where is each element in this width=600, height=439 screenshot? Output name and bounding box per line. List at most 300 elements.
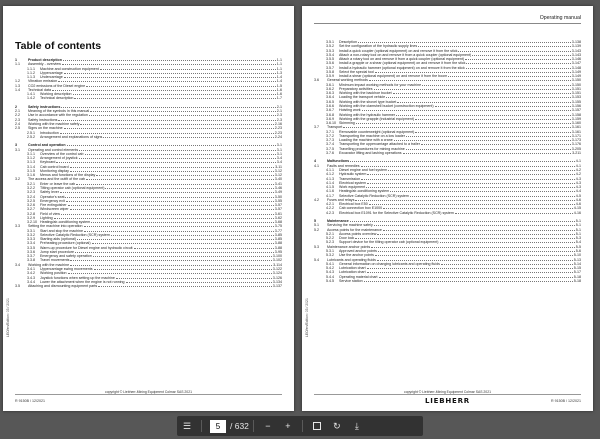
toc-leader-dots: [86, 86, 276, 87]
toc-entry-page: 4-6: [575, 197, 581, 202]
toc-entry-number: 3.3.8: [27, 258, 35, 263]
rotate-icon[interactable]: ↻: [333, 420, 341, 431]
toc-entry-title: Menus and functions of the display: [40, 173, 96, 178]
toc-entry-page: 3-114: [273, 262, 282, 267]
toc-entry-number: 3.3.2: [27, 232, 35, 237]
toc-entry-title: Control and operation: [28, 143, 66, 148]
toc-entry-number: 4.1.5: [326, 185, 334, 190]
toc-entry-title: Meaning of the symbols in this manual: [28, 109, 90, 114]
toc-entry-page: 3-158: [571, 112, 581, 117]
download-icon[interactable]: ⤓: [354, 420, 359, 431]
toc-leader-dots: [367, 174, 574, 175]
toc-leader-dots: [440, 242, 575, 243]
toc-entry-page: 3-46: [274, 185, 282, 190]
toc-entry-page: 3-124: [272, 271, 282, 276]
toc-entry-title: CO2 emissions of the Diesel engine: [28, 83, 86, 88]
toc-entry-title: Lubrication chart: [339, 266, 366, 271]
toc-entry-number: 3.2.4: [27, 194, 35, 199]
toc-entry-title: Install a hydraulic hammer (optional equipment) on and remove it from the stick: [339, 65, 465, 70]
toc-entry-number: 3.6.2: [326, 86, 334, 91]
toc-leader-dots: [371, 247, 575, 248]
toc-leader-dots: [448, 76, 571, 77]
toc-leader-dots: [390, 191, 575, 192]
toc-entry-title: Keyboard: [40, 160, 56, 165]
toc-leader-dots: [394, 140, 571, 141]
toc-entry-title: Servicing the machine safely: [327, 223, 373, 228]
toc-entry-page: 5-13: [573, 257, 581, 262]
toc-entry-number: 2.5.2: [27, 134, 35, 139]
toc-entry-title: Install a shear (optional equipment) on and remove it from the boom: [339, 74, 448, 79]
toc-leader-dots: [92, 243, 274, 244]
toc-entry-page: 5-1: [575, 219, 581, 224]
toc-entry-page: 2-3: [276, 113, 282, 118]
toc-entry-number: 3.6.8: [326, 112, 334, 117]
toc-entry-page: 3-100: [272, 254, 282, 259]
toc-leader-dots: [375, 72, 571, 73]
toc-entry-title: Selective Catalytic Reduction (SCR) system: [40, 232, 110, 237]
toc-entry-title: Excavator lifting and lashing operations: [339, 150, 402, 155]
toc-entry-title: Introduction: [40, 130, 59, 135]
toc-entry-page: 3-85: [274, 232, 282, 237]
toc-leader-dots: [77, 239, 274, 240]
toc-leader-dots: [364, 281, 573, 282]
toc-entry-title: The access and the outfit of the cab: [28, 177, 85, 182]
toc-leader-dots: [355, 238, 575, 239]
toc-leader-dots: [369, 204, 575, 205]
toc-entry-page: 3-151: [571, 86, 581, 91]
toc-leader-dots: [126, 282, 272, 283]
toc-entry-title: Travel movements: [40, 258, 70, 263]
toc-leader-dots: [79, 150, 276, 151]
toc-leader-dots: [466, 63, 570, 64]
toc-entry-number: 5: [314, 219, 316, 224]
toc-entry-title: Starting aids (optional): [40, 237, 76, 242]
toc-entry-title: Assembly - overview: [28, 62, 61, 67]
sidebar-icon[interactable]: ☰: [182, 420, 192, 431]
toc-leader-dots: [61, 107, 275, 108]
edition-side-text: LEO/en/Edition: 03 / 2021: [6, 298, 10, 337]
toc-entry-title: Heating/air-conditioning system: [40, 220, 91, 225]
toc-leader-dots: [465, 59, 571, 60]
toc-entry-title: Setting the machine into operation: [28, 224, 83, 229]
toc-leader-dots: [103, 137, 273, 138]
toc-entry-number: 5.2.1: [326, 231, 334, 236]
toc-entry-number: 3.1.2: [27, 156, 35, 161]
toc-entry-number: 3.5.5: [326, 57, 334, 62]
toc-entry-page: 3-171: [571, 133, 581, 138]
toc-entry-page: 2-23: [274, 126, 282, 131]
toc-leader-dots: [93, 256, 272, 257]
toc-entry-page: 3-138: [571, 40, 581, 44]
toc-entry-title: Service station: [339, 278, 363, 283]
toc-entry-page: 3-146: [571, 57, 581, 62]
toc-entry-page: 5-5: [575, 244, 581, 249]
toc-entry-title: Product description: [28, 58, 62, 62]
toc-leader-dots: [65, 197, 273, 198]
toc-leader-dots: [60, 192, 274, 193]
toc-leader-dots: [66, 201, 274, 202]
toc-entry-number: 2.5.1: [27, 130, 35, 135]
toc-leader-dots: [367, 268, 573, 269]
toc-entry-title: Working description: [40, 92, 72, 97]
toc-entry-title: Removable counterweight (optional equipment): [339, 129, 415, 134]
toc-list-right: [314, 40, 581, 283]
toc-entry-page: 3-4: [276, 156, 282, 161]
toc-entry-title: Windscreen wiper: [40, 207, 69, 212]
document-header: Operating manual: [539, 15, 581, 21]
toc-leader-dots: [396, 115, 571, 116]
toc-entry-title: Operator's seat: [40, 194, 65, 199]
toc-entry-title: Arrangement of joystick: [40, 156, 78, 161]
toc-entry-title: Safety instructions: [28, 117, 58, 122]
toc-entry-title: Emergency and safety operation: [40, 254, 92, 259]
toc-leader-dots: [410, 196, 575, 197]
toc-entry-page: 3-4: [276, 160, 282, 165]
toc-entry-title: Emergency exit: [40, 198, 65, 203]
toc-entry-number: 3.6.9: [326, 116, 334, 121]
toc-entry-number: 3.5.6: [326, 61, 334, 66]
toc-entry-page: 1-1: [276, 62, 282, 67]
toc-leader-dots: [91, 222, 274, 223]
toc-entry-number: 3.5.4: [326, 52, 334, 57]
toc-entry-page: 3-153: [571, 95, 581, 100]
toc-entry-page: 3-176: [571, 142, 581, 147]
toc-entry-title: Access points overview: [339, 231, 377, 236]
zoom-out-icon[interactable]: −: [265, 421, 271, 431]
toc-leader-dots: [374, 225, 575, 226]
toc-entry-number: 5.4.5: [326, 278, 334, 283]
toc-entry[interactable]: [15, 284, 282, 288]
toc-leader-dots: [350, 221, 575, 222]
toc-leader-dots: [367, 183, 575, 184]
toc-entry-number: 3.7.3: [326, 138, 334, 143]
toc-entry-title: Electrical box E1091 for the Selective Catalytic Reduction (SCR) system: [339, 210, 454, 215]
toc-entry-page: 4-3: [575, 185, 581, 190]
toc-entry-page: 5-6: [575, 249, 581, 254]
toc-entry-page: 4-1: [575, 159, 581, 164]
toc-entry-title: General information on changing lubricants and operating fluids: [339, 261, 440, 266]
toc-entry-page: 3-1: [276, 151, 282, 156]
toc-entry-number: 1.1.2: [27, 70, 35, 75]
toc-entry-page: 3-68: [274, 220, 282, 225]
toc-leader-dots: [383, 208, 573, 209]
toc-entry-number: 3.2.7: [27, 207, 35, 212]
toc-entry-number: 2: [15, 104, 17, 109]
toc-entry-title: Attaching and dismounting equipment parts: [28, 284, 98, 289]
toc-entry-number: 3.2: [15, 177, 20, 182]
toc-leader-dots: [393, 93, 571, 94]
toc-entry-title: Safety lever: [40, 190, 59, 195]
toc-entry-title: Operating and control elements: [28, 147, 79, 152]
toc-entry-number: 3.4.2: [27, 271, 35, 276]
toc-entry-page: 3-126: [272, 275, 282, 280]
toc-entry-number: 1.4: [15, 87, 20, 92]
toc-entry-number: 4.2.1: [326, 202, 334, 207]
toc-entry-page: 3-211: [572, 150, 581, 155]
toc-entry-page: 3-12: [274, 168, 282, 173]
toc-leader-dots: [378, 251, 575, 252]
toc-leader-dots: [441, 264, 573, 265]
toc-leader-dots: [472, 55, 571, 56]
toc-leader-dots: [116, 278, 272, 279]
toc-entry-number: 3.5: [15, 284, 20, 289]
toc-leader-dots: [369, 80, 571, 81]
liebherr-logo: LIEBHERR: [424, 397, 470, 405]
toc-leader-dots: [80, 124, 273, 125]
toc-entry-number: 3.4.3: [27, 275, 35, 280]
toc-leader-dots: [70, 167, 274, 168]
toc-entry-page: 5-1: [575, 223, 581, 228]
toc-entry-page: 3-156: [571, 103, 581, 108]
toc-entry-title: Install a quick coupler (optional equipment) on and remove it from the stick: [339, 48, 458, 53]
toc-leader-dots: [86, 179, 274, 180]
toc-entry-page: 2-24: [274, 134, 282, 139]
toc-leader-dots: [455, 213, 573, 214]
toc-entry-page: 3-149: [571, 74, 581, 79]
toc-entry-page: 3-75: [274, 224, 282, 229]
toc-leader-dots: [54, 218, 274, 219]
toc-entry-title: Lower the attachment when the engine is not running: [40, 279, 125, 284]
toc-entry-page: 4-5: [575, 193, 581, 198]
toc-entry-number: 3.4.4: [27, 279, 35, 284]
toc-entry-title: Install a grapple or a shear (optional equipment) on and remove it from the stick: [339, 61, 466, 66]
document-page-left: [3, 6, 294, 411]
toc-entry-page: 5-10: [573, 253, 581, 258]
page-total: / 632: [230, 421, 249, 431]
toc-entry-title: Attach a rotary tool on and remove it from a quick coupler (optional equipment): [339, 57, 465, 62]
toc-entry-title: Maintenance: [327, 219, 349, 224]
toc-entry-title: Cab control board: [40, 164, 69, 169]
toc-entry-page: 3-161: [571, 129, 581, 134]
toc-entry-page: 1-7: [276, 96, 282, 101]
toc-entry-page: 1-1: [276, 58, 282, 62]
toc-entry-page: 1-3: [276, 70, 282, 75]
toc-entry-number: 5.4.3: [326, 270, 334, 275]
toc-entry-number: 5.2.3: [326, 240, 334, 245]
toc-entry-number: 4: [314, 159, 316, 164]
toc-entry-page: 3-102: [272, 258, 282, 263]
toc-entry-title: Door lock: [339, 236, 355, 241]
toc-entry-page: 1-6: [276, 92, 282, 97]
toc-entry-title: Working with the machine: [28, 262, 70, 267]
toc-entry-title: Warm-up procedure for Diesel engine and hydraulic circuit: [40, 245, 133, 250]
toc-entry-title: Heating/air-conditioning system: [339, 189, 390, 194]
toc-leader-dots: [89, 115, 276, 116]
toc-leader-dots: [415, 132, 570, 133]
toc-leader-dots: [63, 60, 276, 61]
toc-leader-dots: [84, 226, 274, 227]
toc-entry-title: Working with the backhoe bucket: [339, 91, 392, 96]
toc-entry-number: 3.3.6: [27, 249, 35, 254]
toc-entry-number: 1.4.2: [27, 96, 35, 101]
toc-leader-dots: [358, 42, 571, 43]
toc-entry-page: 5-1: [575, 227, 581, 232]
toc-leader-dots: [84, 231, 274, 232]
toc-entry-number: 3.2.5: [27, 198, 35, 203]
toc-entry-title: Support device for the tilting operator cab (optional equipment): [339, 240, 439, 245]
toc-leader-dots: [367, 272, 573, 273]
toc-entry-number: 3.2.3: [27, 190, 35, 195]
toc-entry-page: 3-161: [571, 125, 581, 130]
toc-leader-dots: [64, 128, 274, 129]
toc-entry-page: 3-148: [571, 65, 581, 70]
toc-entry-number: 3.7: [314, 125, 319, 130]
toc-entry-title: Preheating procedure (optional): [40, 241, 91, 246]
toc-entry-title: Faults and remedies: [327, 163, 360, 168]
toc-entry-number: 3.2.10: [27, 220, 37, 225]
toc-entry-title: Approved anchor points: [339, 249, 377, 254]
toc-entry-page: 3-147: [571, 61, 581, 66]
toc-leader-dots: [134, 248, 274, 249]
toc-entry-page: 3-49: [274, 190, 282, 195]
toc-leader-dots: [397, 102, 571, 103]
toc-entry-page: 5-3: [575, 236, 581, 241]
toc-entry-page: 4-15: [573, 206, 581, 211]
toc-leader-dots: [67, 145, 276, 146]
toc-entry-title: Hoisting work: [339, 108, 361, 113]
toc-entry-number: 4.2.2: [326, 206, 334, 211]
toc-entry-number: 3.2.8: [27, 211, 35, 216]
toc-entry-number: 3.1.4: [27, 164, 35, 169]
toc-entry-number: 3.3.7: [27, 254, 35, 259]
copyright-text: copyright © Liebherr-Mining Equipment Colmar SAS 2021: [404, 389, 491, 394]
toc-entry-page: 3-40: [274, 177, 282, 182]
toc-entry-number: 1.3: [15, 83, 20, 88]
toc-entry-page: 1-4: [276, 75, 282, 80]
toc-leader-dots: [386, 97, 571, 98]
toc-leader-dots: [435, 106, 571, 107]
toc-entry-page: 1-1: [276, 66, 282, 71]
toc-leader-dots: [60, 133, 274, 134]
toc-entry-number: 3.1.5: [27, 168, 35, 173]
toc-entry-title: Overview of the control cab: [40, 151, 84, 156]
toc-entry-number: 3.7.1: [326, 129, 334, 134]
toc-leader-dots: [361, 166, 575, 167]
toc-leader-dots: [366, 187, 575, 188]
toc-entry-number: 3.2.2: [27, 185, 35, 190]
toc-entry-title: Working with the shovel type bucket: [339, 99, 397, 104]
toc-entry-page: 4-6: [575, 202, 581, 207]
toc-entry-title: Lighting: [40, 215, 53, 220]
toc-entry-title: Transport: [327, 125, 343, 130]
toc-entry-title: Use the anchor points: [339, 253, 374, 258]
toc-entry-page: 4-2: [575, 167, 581, 172]
toc-entry-title: Work equipment: [339, 185, 366, 190]
toc-entry-title: Diesel engine and fuel system: [339, 167, 387, 172]
toc-entry-title: Undercarriage: [40, 75, 63, 80]
toc-leader-dots: [61, 214, 274, 215]
toc-entry-page: 5-15: [573, 266, 581, 271]
toc-leader-dots: [75, 252, 274, 253]
toc-entry-page: 3-159: [571, 116, 581, 121]
toc-entry-title: Loading the machine with a crane: [339, 138, 393, 143]
toc-entry-page: 3-85: [274, 237, 282, 242]
toc-entry-title: Selective Catalytic Reduction (SCR) system: [339, 193, 409, 198]
toc-leader-dots: [421, 144, 571, 145]
edition-side-text: LEO/en/Edition: 03 / 2021: [305, 298, 309, 337]
toc-entry-number: 2.5: [15, 126, 20, 131]
toc-entry-number: 3.3.4: [27, 241, 35, 246]
toc-entry-number: 1.1.1: [27, 66, 35, 71]
toc-entry-title: Working with the machine safely: [28, 121, 80, 126]
toc-entry-page: 4-1: [575, 163, 581, 168]
toc-entry-number: 3.3.1: [27, 228, 35, 233]
toc-entry-number: 5.4.1: [326, 261, 334, 266]
toc-entry-title: Malfunctions: [327, 159, 350, 164]
toc-entry-number: 4.1.2: [326, 172, 334, 177]
toc-entry-page: 3-12: [274, 173, 282, 178]
toc-entry-number: 3.5.8: [326, 69, 334, 74]
toc-leader-dots: [90, 111, 276, 112]
toc-entry-number: 5.4: [314, 257, 319, 262]
toc-entry-title: Use in accordance with the regulation: [28, 113, 88, 118]
toc-entry-page: 4-2: [575, 172, 581, 177]
toc-entry-number: 3.6.7: [326, 108, 334, 113]
toc-entry-number: 4.1.3: [326, 176, 334, 181]
toc-entry-title: Description: [339, 40, 357, 44]
toc-entry-title: Access points for the maintenance: [327, 227, 382, 232]
toc-entry-title: Working with the hydraulic hammer: [339, 112, 396, 117]
toc-entry-title: Minimum impact working methods for your machine: [339, 82, 422, 87]
toc-entry-title: Tilting operator cab (optional equipment): [40, 185, 105, 190]
toc-entry-number: 5.1: [314, 223, 319, 228]
toc-entry-number: 3.2.6: [27, 203, 35, 208]
toc-entry-page: 5-14: [573, 261, 581, 266]
toc-entry-page: 2-1: [276, 109, 282, 114]
toc-entry-title: Preparatory activities: [339, 86, 373, 91]
toc-entry-page: 3-61: [274, 211, 282, 216]
toc-leader-dots: [64, 73, 276, 74]
toc-entry-title: Arrangement and explanations of signs: [40, 134, 103, 139]
toc-entry-page: 3-122: [272, 267, 282, 272]
toc-entry-number: 3.6.3: [326, 91, 334, 96]
toc-leader-dots: [58, 81, 275, 82]
toc-leader-dots: [100, 69, 276, 70]
toc-entry-page: 2-16: [274, 121, 282, 126]
toc-entry-page: 1-5: [276, 83, 282, 88]
toc-entry-title: Travelling procedures for mining machine: [339, 146, 405, 151]
toc-entry-number: 4.1.6: [326, 189, 334, 194]
toc-leader-dots: [70, 265, 272, 266]
toc-entry-number: 5.3: [314, 244, 319, 249]
toc-entry-title: Start and stop the machine: [40, 228, 83, 233]
toc-leader-dots: [74, 98, 275, 99]
toc-entry-page: 3-77: [274, 228, 282, 233]
toc-leader-dots: [70, 171, 274, 172]
toc-entry-number: 4.1.1: [326, 167, 334, 172]
toc-entry-page: 5-1: [575, 231, 581, 236]
toc-leader-dots: [68, 273, 272, 274]
toc-entry-title: Lubrication chart: [339, 270, 366, 275]
toc-entry-title: Working with the grapple (industrial equipment): [339, 116, 415, 121]
toc-entry-number: 1.1.3: [27, 75, 35, 80]
toc-entry-page: 3-95: [274, 249, 282, 254]
zoom-in-icon[interactable]: +: [285, 421, 291, 431]
toc-entry-page: 5-18: [573, 278, 581, 283]
toc-leader-dots: [406, 136, 571, 137]
toc-entry-title: Fuses and relays: [327, 197, 355, 202]
page-number-input[interactable]: 5: [210, 420, 226, 433]
toolbar-separator: [302, 420, 303, 432]
toc-list-left: [15, 58, 282, 288]
toc-entry-title: Electrical system: [339, 180, 366, 185]
toc-entry[interactable]: [314, 279, 581, 283]
fit-page-icon[interactable]: [307, 416, 327, 436]
toc-leader-dots: [374, 89, 571, 90]
toc-entry-page: 1-4: [276, 79, 282, 84]
toc-entry-number: 3.6.10: [326, 121, 336, 126]
toc-entry-number: 1.1: [15, 62, 20, 67]
